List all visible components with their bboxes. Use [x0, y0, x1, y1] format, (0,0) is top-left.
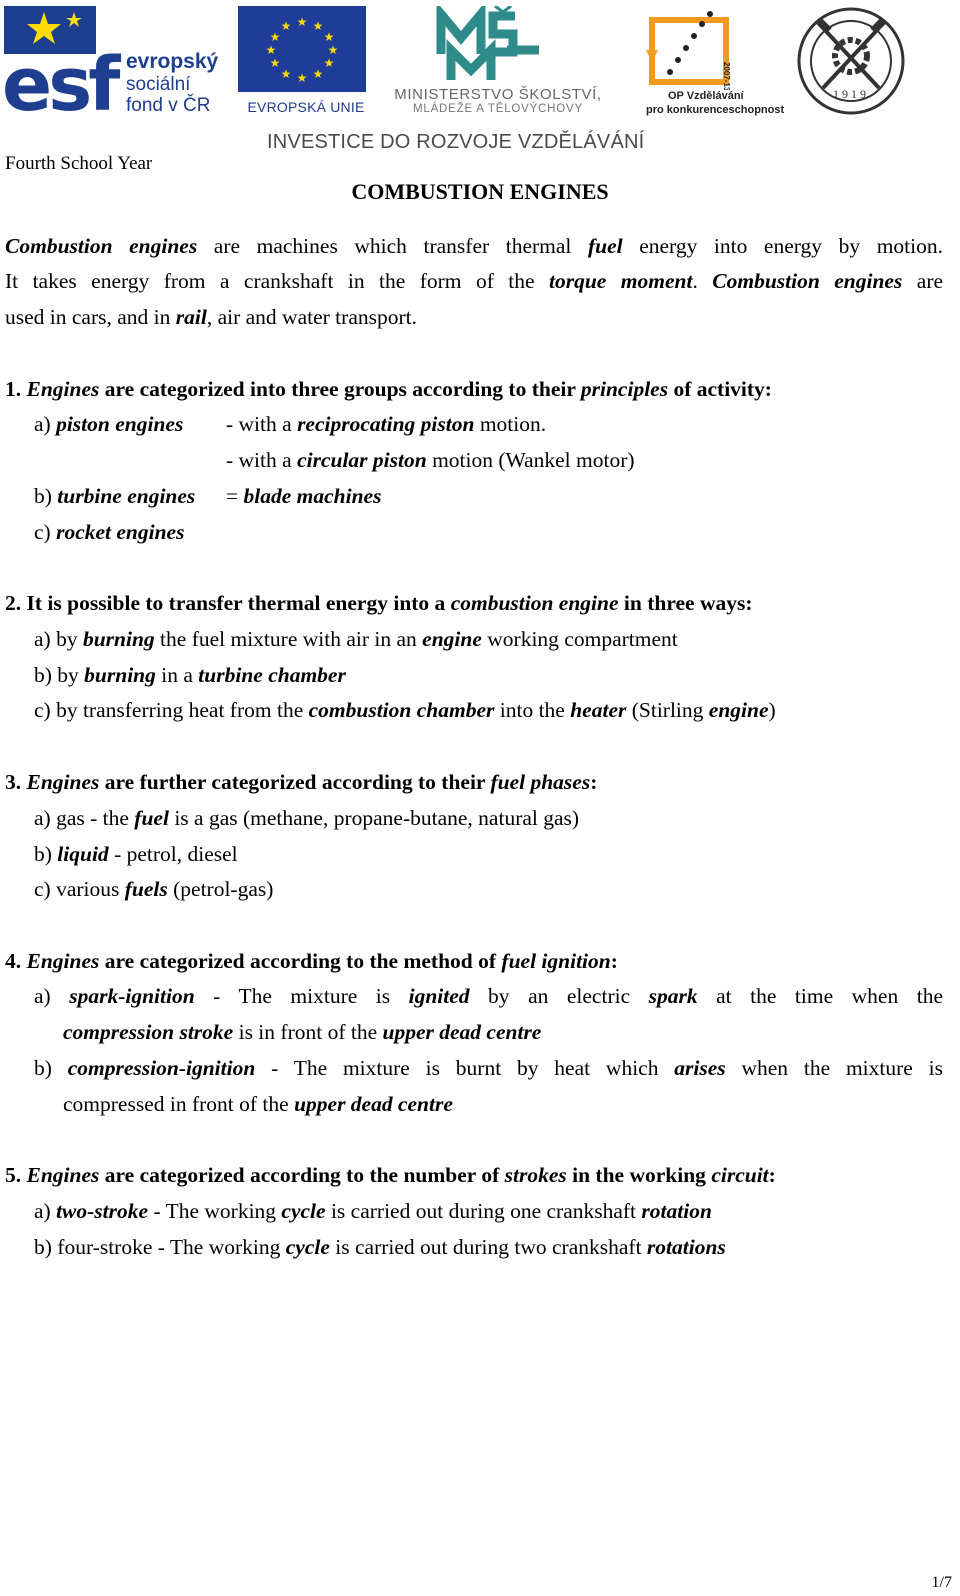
text-run: - with a: [226, 448, 298, 472]
text-run: upper dead centre: [382, 1020, 542, 1044]
text-run: in a: [155, 663, 199, 687]
intro-line-3: [5, 303, 417, 331]
text-run: :: [590, 770, 598, 794]
text-run: the fuel mixture with air in an: [154, 627, 423, 651]
text-run: are categorized according to the number of: [99, 1163, 505, 1187]
page-number: 1/7: [931, 1574, 952, 1591]
svg-text:★: ★: [312, 67, 324, 81]
section-1-heading: [5, 375, 772, 403]
text-run: a): [34, 984, 70, 1008]
svg-text:★: ★: [296, 71, 308, 85]
text-run: Engines: [26, 770, 100, 794]
section-1-item-b-label: [34, 482, 195, 510]
section-5-item-b: [34, 1233, 726, 1261]
text-run: upper dead centre: [294, 1092, 453, 1116]
text-run: spark: [648, 984, 698, 1008]
text-run: b): [34, 842, 58, 866]
text-run: =: [226, 484, 244, 508]
text-run: engine: [422, 627, 482, 651]
text-run: reciprocating piston: [297, 412, 475, 436]
text-run: rotation: [641, 1199, 712, 1223]
text-run: Combustion engines: [5, 234, 198, 258]
text-run: c): [34, 520, 57, 544]
text-run: compression-ignition: [67, 1056, 256, 1080]
slogan: INVESTICE DO ROZVOJE VZDĚLÁVÁNÍ: [267, 131, 645, 153]
text-run: a) by: [34, 627, 83, 651]
text-run: circuit: [711, 1163, 769, 1187]
text-run: two-stroke: [56, 1199, 149, 1223]
text-run: are categorized into three groups according to their: [99, 377, 581, 401]
text-run: rail: [175, 305, 207, 329]
msmt-logo-graphic: [383, 6, 613, 86]
text-run: circular piston: [297, 448, 427, 472]
text-run: turbine engines: [57, 484, 196, 508]
section-5-heading: [5, 1161, 776, 1189]
section-3-item-c: [34, 875, 273, 903]
text-run: of activity:: [668, 377, 772, 401]
text-run: is in front of the: [233, 1020, 383, 1044]
svg-text:★: ★: [280, 67, 292, 81]
text-run: cycle: [281, 1199, 326, 1223]
op-caption-2: pro konkurenceschopnost: [646, 104, 785, 116]
text-run: at the time when the: [697, 984, 943, 1008]
text-run: , air and water transport.: [206, 305, 417, 329]
text-run: motion.: [474, 412, 547, 436]
text-run: blade machines: [243, 484, 382, 508]
msmt-caption-1: MINISTERSTVO ŠKOLSTVÍ,: [394, 86, 602, 103]
section-1-item-a-label: [34, 410, 183, 438]
text-run: combustion chamber: [308, 698, 495, 722]
text-run: fuel phases: [490, 770, 591, 794]
text-run: (petrol-gas): [167, 877, 274, 901]
section-4-heading: [5, 947, 618, 975]
text-run: It takes energy from a crankshaft in the form of the: [5, 269, 549, 293]
text-run: b) four-stroke - The working: [34, 1235, 286, 1259]
msmt-logo: [383, 6, 613, 116]
text-run: a) gas - the: [34, 806, 135, 830]
text-run: strokes: [504, 1163, 567, 1187]
section-3-item-a: [34, 804, 579, 832]
section-1-item-b-text: [226, 482, 381, 510]
svg-text:★: ★: [327, 43, 339, 57]
eu-caption: EVROPSKÁ UNIE: [247, 99, 365, 115]
text-run: arises: [674, 1056, 726, 1080]
text-run: fuel: [588, 234, 623, 258]
text-run: motion (Wankel motor): [426, 448, 635, 472]
text-run: - The working: [148, 1199, 282, 1223]
section-4-item-a-line-1: [34, 982, 943, 1010]
text-run: 5.: [5, 1163, 27, 1187]
text-run: :: [768, 1163, 776, 1187]
section-2-item-c: [34, 696, 776, 724]
text-run: in three ways:: [618, 591, 753, 615]
text-run: turbine chamber: [198, 663, 346, 687]
text-run: are: [902, 269, 944, 293]
text-run: is a gas (methane, propane-butane, natural gas): [168, 806, 580, 830]
svg-text:★: ★: [296, 15, 308, 29]
text-run: ): [768, 698, 776, 722]
text-run: burning: [82, 627, 155, 651]
op-logo: [646, 6, 785, 116]
svg-text:★: ★: [312, 19, 324, 33]
text-run: torque moment: [549, 269, 693, 293]
text-run: piston engines: [56, 412, 184, 436]
eu-logo: [238, 6, 374, 116]
section-4-item-a-line-2: [63, 1018, 541, 1046]
text-run: liquid: [57, 842, 109, 866]
text-run: are machines which transfer thermal: [197, 234, 588, 258]
svg-text:evropský: evropský: [126, 50, 219, 73]
svg-text:★: ★: [280, 19, 292, 33]
text-run: 1.: [5, 377, 27, 401]
text-run: b) by: [34, 663, 85, 687]
text-run: combustion engine: [450, 591, 619, 615]
svg-text:sociální: sociální: [126, 74, 191, 95]
op-caption-1: OP Vzdělávání: [668, 90, 744, 102]
esf-logo: [4, 6, 234, 116]
text-run: (Stirling: [626, 698, 709, 722]
text-run: engine: [708, 698, 769, 722]
text-run: Engines: [26, 949, 100, 973]
text-run: are categorized according to the method of: [99, 949, 502, 973]
page-title: COMBUSTION ENGINES: [351, 179, 609, 204]
text-run: by an electric: [469, 984, 649, 1008]
svg-text:★: ★: [265, 43, 277, 57]
school-year: Fourth School Year: [5, 153, 153, 174]
svg-text:★: ★: [323, 30, 335, 44]
section-4-item-b-line-1: [34, 1054, 943, 1082]
section-1-item-c: [34, 518, 184, 546]
text-run: a): [34, 1199, 57, 1223]
text-run: Engines: [26, 377, 100, 401]
section-1-item-a-text-1: [226, 410, 546, 438]
text-run: fuels: [124, 877, 168, 901]
section-2-heading: [5, 589, 753, 617]
section-4-item-b-line-2: [63, 1090, 453, 1118]
text-run: used in cars, and in: [5, 305, 176, 329]
text-run: .: [692, 269, 713, 293]
section-1-item-a-text-2: [226, 446, 635, 474]
text-run: - with a: [226, 412, 298, 436]
text-run: when the mixture is: [725, 1056, 943, 1080]
text-run: fuel ignition: [501, 949, 611, 973]
text-run: working compartment: [481, 627, 678, 651]
text-run: Combustion engines: [712, 269, 903, 293]
intro-line-2: [5, 267, 943, 295]
text-run: spark-ignition: [69, 984, 195, 1008]
text-run: fuel: [134, 806, 169, 830]
text-run: - petrol, diesel: [108, 842, 238, 866]
seal-icon: [795, 6, 907, 116]
text-run: cycle: [285, 1235, 330, 1259]
msmt-caption-2: MLÁDEŽE A TĚLOVÝCHOVY: [413, 103, 583, 115]
text-run: burning: [84, 663, 156, 687]
esf-logo-graphic: [4, 6, 234, 116]
text-run: 3.: [5, 770, 27, 794]
op-logo-graphic: [646, 6, 776, 90]
svg-text:★: ★: [323, 56, 335, 70]
svg-text:2007-13: 2007-13: [722, 62, 731, 90]
svg-text:esf: esf: [4, 42, 117, 116]
text-run: principles: [580, 377, 669, 401]
section-5-item-a: [34, 1197, 712, 1225]
school-seal-logo: [795, 6, 907, 116]
text-run: is carried out during one crankshaft: [325, 1199, 642, 1223]
text-run: b): [34, 1056, 68, 1080]
section-2-item-a: [34, 625, 678, 653]
text-run: ignited: [408, 984, 470, 1008]
section-3-item-b: [34, 840, 238, 868]
text-run: in the working: [566, 1163, 712, 1187]
text-run: b): [34, 484, 58, 508]
text-run: Engines: [26, 1163, 100, 1187]
text-run: c) various: [34, 877, 125, 901]
text-run: energy into energy by motion.: [622, 234, 943, 258]
text-run: 2. It is possible to transfer thermal energy into a: [5, 591, 451, 615]
text-run: rotations: [646, 1235, 726, 1259]
text-run: rocket engines: [56, 520, 185, 544]
svg-text:★: ★: [269, 30, 281, 44]
text-run: is carried out during two crankshaft: [329, 1235, 647, 1259]
intro-line-1: [5, 232, 943, 260]
text-run: :: [610, 949, 618, 973]
text-run: 4.: [5, 949, 27, 973]
text-run: heater: [570, 698, 627, 722]
text-run: - The mixture is burnt by heat which: [255, 1056, 675, 1080]
text-run: a): [34, 412, 57, 436]
text-run: - The mixture is: [194, 984, 409, 1008]
text-run: into the: [494, 698, 571, 722]
svg-text:★: ★: [269, 56, 281, 70]
text-run: are further categorized according to their: [99, 770, 491, 794]
text-run: c) by transferring heat from the: [34, 698, 309, 722]
eu-flag-icon: [238, 6, 366, 92]
svg-text:fond v ČR: fond v ČR: [126, 95, 211, 116]
text-run: compression stroke: [63, 1020, 234, 1044]
section-3-heading: [5, 768, 597, 796]
section-2-item-b: [34, 661, 346, 689]
text-run: compressed in front of the: [63, 1092, 295, 1116]
svg-text:1919: 1919: [833, 87, 869, 101]
